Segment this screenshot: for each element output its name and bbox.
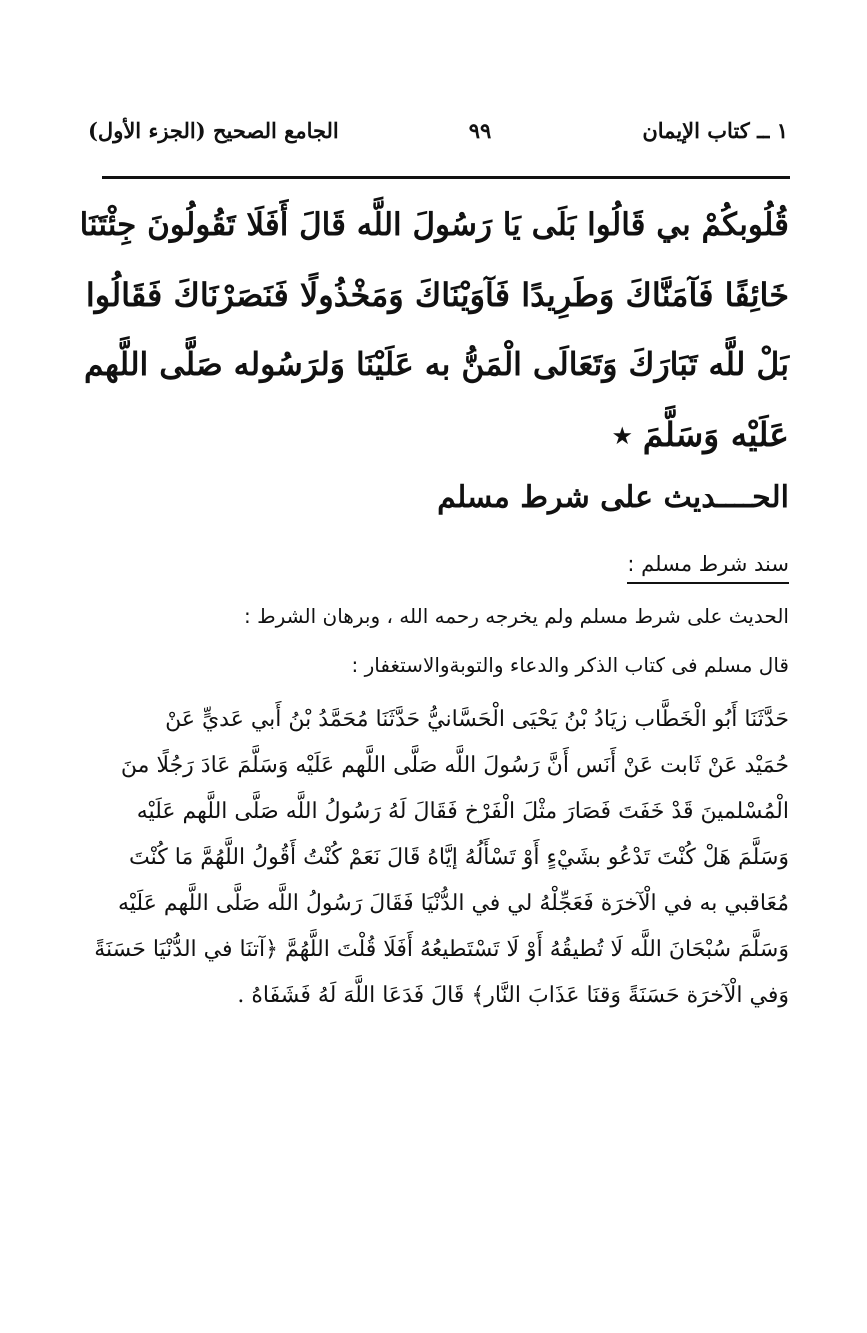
narration-line: حَدَّثَنَا أَبُو الْخَطَّاب زيَادُ بْنُ يَحْيَى الْحَسَّانيُّ حَدَّثَنَا مُحَمَّدُ بْنُ أَبي عَديٍّ عَنْ xyxy=(165,707,789,732)
narration-text xyxy=(77,697,789,1019)
narration-line: وَفي الْآخرَة حَسَنَةً وَقنَا عَذَابَ النَّار﴾ قَالَ فَدَعَا اللَّهَ لَهُ فَشَفَاهُ . xyxy=(237,983,789,1008)
subheading: سند شرط مسلم : xyxy=(627,552,789,584)
hadith-line: خَائِفًا فَآمَنَّاكَ وَطَرِيدًا فَآوَيْنَاكَ وَمَخْذُولًا فَنَصَرْنَاكَ فَقَالُوا xyxy=(85,276,789,314)
chapter-title: ١ ــ كتاب الإيمان xyxy=(642,118,788,143)
intro-line: الحديث على شرط مسلم ولم يخرجه رحمه الله ، وبرهان الشرط : xyxy=(244,604,789,628)
narration-line: حُمَيْد عَنْ ثَابت عَنْ أَنَس أَنَّ رَسُولَ اللَّه صَلَّى اللَّهم عَلَيْه وَسَلَّمَ عَادَ رَجُلًا منَ xyxy=(120,753,789,778)
page-number: ٩٩ xyxy=(468,118,492,143)
narration-line: وَسَلَّمَ سُبْحَانَ اللَّه لَا تُطيقُهُ أَوْ لَا تَسْتَطيعُهُ أَفَلَا قُلْتَ اللَّهُمَّ ﴿آتنَا في الدُّنْيَا حَسَنَةً xyxy=(94,937,789,962)
header-divider xyxy=(102,176,790,179)
hadith-line: بَلْ للَّه تَبَارَكَ وَتَعَالَى الْمَنُّ به عَلَيْنَا وَلرَسُوله صَلَّى اللَّهم xyxy=(84,346,789,383)
running-header xyxy=(88,118,788,158)
book-title: الجامع الصحيح (الجزء الأول) xyxy=(88,118,339,143)
hadith-line: قُلُوبكُمْ بي قَالُوا بَلَى يَا رَسُولَ اللَّه قَالَ أَفَلَا تَقُولُونَ جِئْتَنَا xyxy=(79,207,789,243)
hadith-text xyxy=(77,190,789,470)
source-line: قال مسلم فى كتاب الذكر والدعاء والتوبةوالاستغفار : xyxy=(351,653,789,677)
hadith-line: عَلَيْه وَسَلَّمَ ٭ xyxy=(613,415,789,454)
section-heading: الحــــديث على شرط مسلم xyxy=(437,480,789,515)
narration-line: وَسَلَّمَ هَلْ كُنْتَ تَدْعُو بشَيْءٍ أَوْ تَسْأَلُهُ إيَّاهُ قَالَ نَعَمْ كُنْتُ أَقُولُ اللَّهُمَّ مَا كُنْتَ xyxy=(129,845,789,870)
narration-line: مُعَاقبي به في الْآخرَة فَعَجِّلْهُ لي في الدُّنْيَا فَقَالَ رَسُولُ اللَّه صَلَّى اللَّهم عَلَيْه xyxy=(118,891,789,916)
narration-line: الْمُسْلمينَ قَدْ خَفَتَ فَصَارَ مثْلَ الْفَرْخ فَقَالَ لَهُ رَسُولُ اللَّه صَلَّى اللَّهم عَلَيْه xyxy=(136,799,789,824)
